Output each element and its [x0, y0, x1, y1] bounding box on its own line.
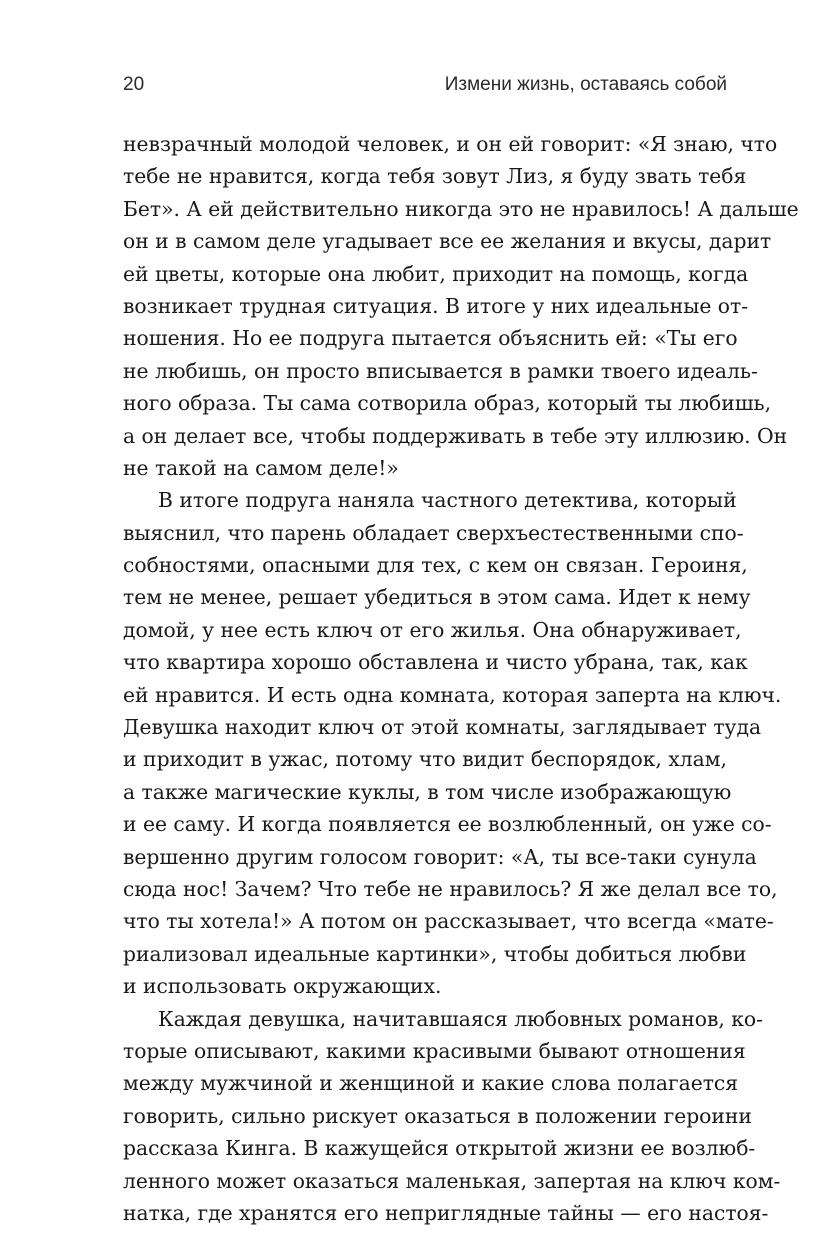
- text-line: ленного может оказаться маленькая, запертая на ключ ком-: [123, 1168, 781, 1193]
- text-line: В итоге подруга наняла частного детектива, который: [158, 488, 737, 513]
- text-line: домой, у нее есть ключ от его жилья. Она обнаруживает,: [123, 617, 742, 642]
- text-line: Девушка находит ключ от этой комнаты, заглядывает туда: [123, 715, 762, 740]
- body-text: [123, 128, 799, 1229]
- text-line: и ее саму. И когда появляется ее возлюбленный, он уже со-: [123, 812, 772, 837]
- text-line: ей цветы, которые она любит, приходит на помощь, когда: [123, 261, 749, 286]
- text-line: а он делает все, чтобы поддерживать в тебе эту иллюзию. Он: [123, 423, 788, 448]
- text-line: не такой на самом деле!»: [123, 455, 399, 480]
- text-line: ного образа. Ты сама сотворила образ, который ты любишь,: [123, 391, 772, 416]
- text-line: сюда нос! Зачем? Что тебе не нравилось? Я же делал все то,: [123, 876, 778, 901]
- paragraph: [123, 128, 799, 484]
- text-line: рассказа Кинга. В кажущейся открытой жизни ее возлюб-: [123, 1136, 756, 1161]
- text-line: между мужчиной и женщиной и какие слова полагается: [123, 1071, 739, 1096]
- paragraph: [123, 484, 782, 1002]
- text-line: что квартира хорошо обставлена и чисто убрана, так, как: [123, 650, 748, 675]
- text-line: возникает трудная ситуация. В итоге у них идеальные от-: [123, 293, 749, 318]
- text-line: Бет». А ей действительно никогда это не нравилось! А дальше: [123, 196, 799, 221]
- text-line: вершенно другим голосом говорит: «А, ты все-таки сунула: [123, 844, 757, 869]
- text-line: тебе не нравится, когда тебя зовут Лиз, я буду звать тебя: [123, 164, 747, 189]
- text-line: ношения. Но ее подруга пытается объяснить ей: «Ты его: [123, 326, 738, 351]
- text-line: риализовал идеальные картинки», чтобы добиться любви: [123, 941, 747, 966]
- text-line: не любишь, он просто вписывается в рамки твоего идеаль-: [123, 358, 758, 383]
- text-line: говорить, сильно рискует оказаться в положении героини: [123, 1103, 752, 1128]
- text-line: торые описывают, какими красивыми бывают отношения: [123, 1038, 746, 1063]
- text-line: собностями, опасными для тех, с кем он связан. Героиня,: [123, 553, 748, 578]
- text-line: что ты хотела!» А потом он рассказывает, что всегда «мате-: [123, 909, 774, 934]
- text-line: Каждая девушка, начитавшаяся любовных романов, ко-: [158, 1006, 763, 1031]
- page-number: 20: [123, 74, 145, 95]
- text-line: выяснил, что парень обладает сверхъестественными спо-: [123, 520, 744, 545]
- text-line: и приходит в ужас, потому что видит беспорядок, хлам,: [123, 747, 727, 772]
- running-head: [123, 70, 727, 100]
- text-line: а также магические куклы, в том числе изображающую: [123, 779, 732, 804]
- text-line: и использовать окружающих.: [123, 974, 442, 999]
- paragraph: [123, 1003, 781, 1230]
- text-line: тем не менее, решает убедиться в этом сама. Идет к нему: [123, 585, 751, 610]
- text-line: натка, где хранятся его неприглядные тайны — его настоя-: [123, 1200, 769, 1225]
- book-title: Измени жизнь, оставаясь собой: [444, 74, 727, 95]
- text-line: ей нравится. И есть одна комната, которая заперта на ключ.: [123, 682, 782, 707]
- text-line: невзрачный молодой человек, и он ей говорит: «Я знаю, что: [123, 132, 778, 156]
- text-line: он и в самом деле угадывает все ее желания и вкусы, дарит: [123, 229, 772, 254]
